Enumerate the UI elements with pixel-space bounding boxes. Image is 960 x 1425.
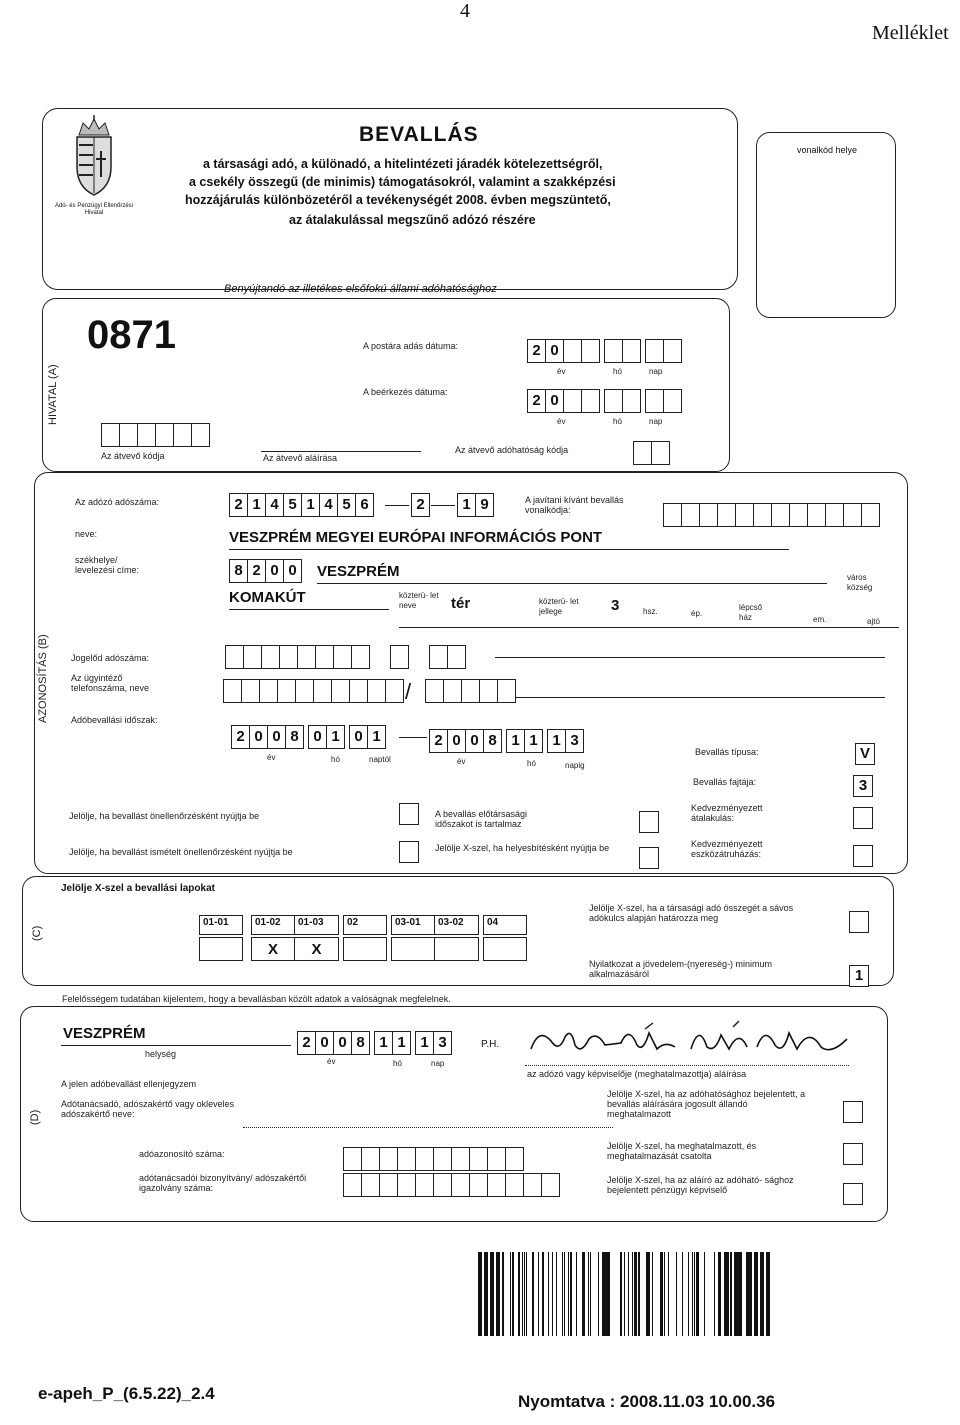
- date-digit: 2: [297, 1031, 316, 1055]
- floor-label: em.: [813, 615, 827, 624]
- postal-date-day: nap: [649, 367, 663, 376]
- name-line: [229, 549, 789, 550]
- excise-label: Nyilatkozat a jövedelem-(nyereség-) minimum alkalmazásáról: [589, 959, 773, 979]
- sheet-mark[interactable]: [435, 937, 479, 961]
- tax-digit: 5: [284, 493, 302, 517]
- threshold-checkbox[interactable]: [849, 911, 869, 933]
- street-line: [229, 609, 389, 610]
- place-label: helység: [145, 1049, 177, 1059]
- sheet-mark[interactable]: [391, 937, 435, 961]
- date-digit: 1: [393, 1031, 411, 1055]
- threshold-label: Jelölje X-szel, ha a társasági adó összegét a sávos adókulcs alapján határozza meg: [589, 903, 794, 923]
- door-label: ajtó: [867, 617, 880, 626]
- period-label: Adóbevallási időszak:: [71, 715, 158, 725]
- correction-label: A javítani kívánt bevallás vonalkódja:: [525, 495, 624, 515]
- name-label: neve:: [75, 529, 98, 539]
- arrival-date-cell: [564, 389, 582, 413]
- tax-digit: 4: [320, 493, 338, 517]
- postal-date-cell: 0: [546, 339, 564, 363]
- sheet-tags: [199, 915, 527, 935]
- house-number: 3: [611, 597, 620, 614]
- self-revision-checkbox[interactable]: [399, 803, 419, 825]
- city-line: [317, 583, 827, 584]
- period-digit: 1: [368, 725, 386, 749]
- sheet-mark[interactable]: [199, 937, 243, 961]
- date-digit: 0: [334, 1031, 352, 1055]
- identification-side-label: AZONOSÍTÁS (B): [37, 634, 49, 723]
- rep-financial-checkbox[interactable]: [843, 1183, 863, 1205]
- period-digit: 1: [525, 729, 543, 753]
- declaration-date-cells[interactable]: [297, 1031, 452, 1055]
- sheet-mark[interactable]: X: [251, 937, 295, 961]
- name-value: VESZPRÉM MEGYEI EURÓPAI INFORMÁCIÓS PONT: [229, 529, 603, 546]
- tax-digit: 1: [248, 493, 266, 517]
- declaration-year: év: [327, 1057, 336, 1066]
- postal-date-cells[interactable]: [527, 339, 682, 363]
- sheet-tag: 01-02: [251, 915, 295, 935]
- signature-image: [525, 1019, 855, 1063]
- rep-reported-label: Jelölje X-szel, ha az adóhatósághoz bejelentett, a bevallás aláírására jogosult állandó meghatalmazott: [607, 1089, 806, 1119]
- receiver-authority-code-label: Az átvevő adóhatóság kódja: [455, 445, 569, 455]
- tax-digit: 4: [266, 493, 284, 517]
- period-to-month: hó: [527, 759, 536, 768]
- postal-date-cell: 2: [527, 339, 546, 363]
- period-digit: 1: [547, 729, 566, 753]
- correction-barcode-cells[interactable]: [663, 503, 880, 527]
- attachment-label: Melléklet: [872, 22, 949, 44]
- repeat-self-revision-checkbox[interactable]: [399, 841, 419, 863]
- sheet-tag: 02: [343, 915, 387, 935]
- period-digit: 2: [429, 729, 448, 753]
- sheet-tag: 03-02: [435, 915, 479, 935]
- tax-number-label: Az adózó adószáma:: [75, 497, 160, 507]
- self-revision-label: Jelölje, ha bevallást önellenőrzésként nyújtja be: [69, 811, 260, 821]
- address-label: székhelye/ levelezési címe:: [75, 555, 140, 575]
- predecessor-line: [495, 657, 885, 658]
- place-line: [61, 1045, 291, 1046]
- receiver-code-cells[interactable]: [101, 423, 210, 447]
- date-digit: 0: [316, 1031, 334, 1055]
- sheets-side-label: (C): [31, 925, 43, 941]
- identification-box: [34, 472, 908, 874]
- preferential-asset-checkbox[interactable]: [853, 845, 873, 867]
- rep-financial-label: Jelölje X-szel, ha az aláíró az adóható- sághoz bejelentett pénzügyi képviselő: [607, 1175, 794, 1195]
- tax-digit: 2: [411, 493, 430, 517]
- contact-slash: /: [405, 679, 412, 704]
- sheet-mark[interactable]: X: [295, 937, 339, 961]
- zip-digit: 2: [248, 559, 266, 583]
- contact-line: [515, 697, 885, 698]
- excise-box[interactable]: 1: [849, 965, 869, 987]
- rep-attached-checkbox[interactable]: [843, 1143, 863, 1165]
- arrival-date-cell: [582, 389, 600, 413]
- printed-timestamp: Nyomtatva : 2008.11.03 10.00.36: [518, 1392, 776, 1411]
- date-digit: 3: [434, 1031, 452, 1055]
- form-subtitle-3: hozzájárulás különbözetéről a tevékenységét 2008. évben megszüntető,: [185, 193, 611, 207]
- tax-dash-1: [385, 505, 409, 506]
- arrival-date-cell: [645, 389, 664, 413]
- office-side-label: HIVATAL (A): [47, 364, 59, 425]
- page-number: 4: [460, 0, 470, 22]
- contact-phone-cells[interactable]: [223, 679, 404, 703]
- sheet-mark[interactable]: [343, 937, 387, 961]
- tax-number-vat[interactable]: [411, 493, 430, 517]
- barcode-place-label: vonalkód helye: [797, 145, 858, 155]
- tax-digit: 5: [338, 493, 356, 517]
- city-type-label: város község: [847, 573, 873, 592]
- authority-name: Adó- és Pénzügyi Ellenőrzési Hivatal: [54, 203, 134, 216]
- arrival-date-label: A beérkezés dátuma:: [363, 387, 448, 397]
- sheets-title: Jelölje X-szel a bevallási lapokat: [61, 883, 215, 894]
- signature-label: az adózó vagy képviselője (meghatalmazottja) aláírása: [527, 1069, 747, 1079]
- period-digit: 2: [231, 725, 250, 749]
- street-value: KOMAKÚT: [229, 589, 306, 606]
- form-title: BEVALLÁS: [359, 123, 479, 146]
- pre-company-checkbox[interactable]: [639, 811, 659, 833]
- form-subtitle-2: a csekély összegű (de minimis) támogatásokról, valamint a szakképzési: [189, 175, 616, 189]
- substitute-checkbox[interactable]: [639, 847, 659, 869]
- receiver-code-label: Az átvevő kódja: [101, 451, 165, 461]
- header-box: [42, 108, 738, 290]
- tax-digit: 1: [457, 493, 476, 517]
- arrival-date-cells[interactable]: [527, 389, 682, 413]
- advisor-cert-label: adótanácsadói bizonyítvány/ adószakértői igazolvány száma:: [139, 1173, 307, 1193]
- arrival-date-day: nap: [649, 417, 663, 426]
- tax-digit: 1: [302, 493, 320, 517]
- period-from-month: hó: [331, 755, 340, 764]
- sheet-marks[interactable]: [199, 937, 527, 961]
- predecessor-label: Jogelőd adószáma:: [71, 653, 150, 663]
- street-type-value: tér: [451, 595, 471, 612]
- period-digit: 0: [268, 725, 286, 749]
- period-to-year: év: [457, 757, 466, 766]
- date-digit: 1: [374, 1031, 393, 1055]
- arrival-date-cell: [604, 389, 623, 413]
- rep-reported-checkbox[interactable]: [843, 1101, 863, 1123]
- period-digit: 0: [349, 725, 368, 749]
- postal-date-year: év: [557, 367, 566, 376]
- substitute-label: Jelölje X-szel, ha helyesbítésként nyújtja be: [435, 843, 610, 853]
- postal-date-cell: [664, 339, 682, 363]
- tax-digit: 9: [476, 493, 494, 517]
- form-subtitle-4: az átalakulással megszűnő adózó részére: [289, 213, 536, 227]
- receiver-authority-code-cells[interactable]: [633, 441, 670, 465]
- period-to-cells[interactable]: [429, 729, 584, 753]
- coat-of-arms-icon: [71, 115, 117, 201]
- preferential-transform-checkbox[interactable]: [853, 807, 873, 829]
- tax-dash-2: [431, 505, 455, 506]
- city-value: VESZPRÉM: [317, 563, 400, 580]
- period-to-day: napig: [565, 761, 585, 770]
- place-value: VESZPRÉM: [63, 1025, 146, 1042]
- stamp-label: P.H.: [481, 1039, 500, 1050]
- return-type-label: Bevallás típusa:: [695, 747, 759, 757]
- receiver-signature-label: Az átvevő aláírása: [263, 453, 338, 463]
- advisor-tax-label: adóazonosító száma:: [139, 1149, 225, 1159]
- period-from-year: év: [267, 753, 276, 762]
- sheet-tag: 03-01: [391, 915, 435, 935]
- declaration-side-label: (D): [29, 1109, 41, 1125]
- period-digit: 1: [506, 729, 525, 753]
- period-digit: 1: [327, 725, 345, 749]
- sheets-box: [22, 876, 894, 986]
- return-type-box[interactable]: V: [855, 743, 875, 765]
- tax-digit: 6: [356, 493, 374, 517]
- contact-ext-cells[interactable]: [425, 679, 516, 703]
- arrival-date-cell: 2: [527, 389, 546, 413]
- zip-digit: 8: [229, 559, 248, 583]
- declaration-statement: Felelősségem tudatában kijelentem, hogy a bevallásban közölt adatok a valóságnak megfelelnek.: [62, 994, 451, 1004]
- return-kind-label: Bevallás fajtája:: [693, 777, 757, 787]
- declaration-month: hó: [393, 1059, 402, 1068]
- period-digit: 0: [250, 725, 268, 749]
- barcode-place-box: [756, 132, 896, 318]
- tax-digit: 2: [229, 493, 248, 517]
- postal-date-label: A postára adás dátuma:: [363, 341, 459, 351]
- signature-line: [525, 1065, 849, 1066]
- form-id: e-apeh_P_(6.5.22)_2.4: [38, 1384, 215, 1403]
- zip-digit: 0: [284, 559, 302, 583]
- date-digit: 1: [415, 1031, 434, 1055]
- postal-date-cell: [623, 339, 641, 363]
- postal-date-month: hó: [613, 367, 622, 376]
- stair-label: lépcső ház: [739, 603, 763, 622]
- postal-date-cell: [582, 339, 600, 363]
- street-type-label: közterü- let neve: [399, 591, 439, 610]
- period-digit: 0: [466, 729, 484, 753]
- advisor-tax-cells[interactable]: [343, 1147, 524, 1171]
- sheet-tag: 01-01: [199, 915, 243, 935]
- house-label: hsz.: [643, 607, 658, 616]
- arrival-date-cell: [664, 389, 682, 413]
- period-digit: 0: [308, 725, 327, 749]
- period-digit: 8: [484, 729, 502, 753]
- office-box: [42, 298, 730, 472]
- period-dash: [399, 737, 427, 738]
- return-kind-box[interactable]: 3: [853, 775, 873, 797]
- street-kind-label: közterü- let jellege: [539, 597, 579, 616]
- period-digit: 3: [566, 729, 584, 753]
- receiver-signature-line: [261, 451, 421, 452]
- date-digit: 8: [352, 1031, 370, 1055]
- period-digit: 0: [448, 729, 466, 753]
- arrival-date-month: hó: [613, 417, 622, 426]
- period-digit: 8: [286, 725, 304, 749]
- pre-company-label: A bevallás előtársasági időszakot is tartalmaz: [435, 809, 528, 829]
- zip-digit: 0: [266, 559, 284, 583]
- declaration-box: [20, 1006, 888, 1222]
- form-subtitle-1: a társasági adó, a különadó, a hitelintézeti járadék kötelezettségről,: [203, 157, 603, 171]
- tax-number-main[interactable]: [229, 493, 374, 517]
- advisor-name-label: Adótanácsadó, adószakértő vagy okleveles adószakértő neve:: [61, 1099, 235, 1119]
- countersign-label: A jelen adóbevallást ellenjegyzem: [61, 1079, 197, 1089]
- sheet-tag: 01-03: [295, 915, 339, 935]
- advisor-cert-cells[interactable]: [343, 1173, 560, 1197]
- predecessor-cells[interactable]: [225, 645, 466, 669]
- address-line: [399, 627, 899, 628]
- postal-date-cell: [604, 339, 623, 363]
- building-label: ép.: [691, 609, 703, 618]
- sheet-mark[interactable]: [483, 937, 527, 961]
- arrival-date-year: év: [557, 417, 566, 426]
- zip-cells[interactable]: [229, 559, 302, 583]
- submit-note: Benyújtandó az illetékes elsőfokú állami adóhatósághoz: [224, 283, 497, 295]
- pdf417-barcode: [478, 1252, 770, 1336]
- tax-number-county[interactable]: [457, 493, 494, 517]
- advisor-name-line: [243, 1127, 613, 1128]
- repeat-self-revision-label: Jelölje, ha bevallást ismételt önellenőrzésként nyújtja be: [69, 847, 293, 857]
- period-from-cells[interactable]: [231, 725, 386, 749]
- arrival-date-cell: 0: [546, 389, 564, 413]
- postal-date-cell: [645, 339, 664, 363]
- contact-label: Az ügyintéző telefonszáma, neve: [71, 673, 150, 693]
- sheet-tag: 04: [483, 915, 527, 935]
- arrival-date-cell: [623, 389, 641, 413]
- preferential-transform-label: Kedvezményezett átalakulás:: [691, 803, 763, 823]
- declaration-day: nap: [431, 1059, 445, 1068]
- period-from-day: naptól: [369, 755, 391, 764]
- postal-date-cell: [564, 339, 582, 363]
- preferential-asset-label: Kedvezményezett eszközátruházás:: [691, 839, 763, 859]
- rep-attached-label: Jelölje X-szel, ha meghatalmazott, és meghatalmazását csatolta: [607, 1141, 757, 1161]
- form-code: 0871: [87, 313, 176, 357]
